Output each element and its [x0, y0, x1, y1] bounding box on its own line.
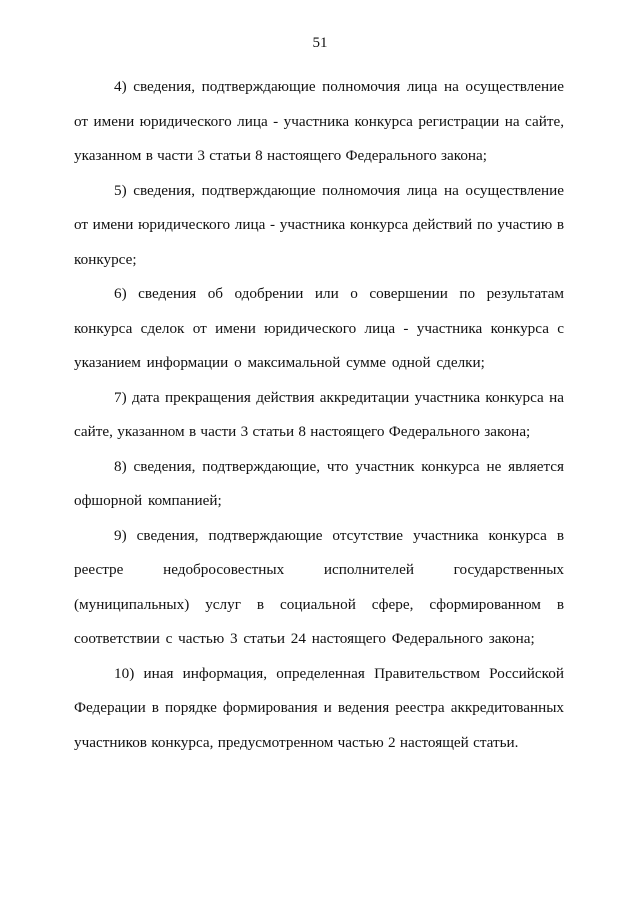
paragraph-item-10: 10) иная информация, определенная Правительством Российской Федерации в порядке формирования и ведения реестра аккредитованных участников конкурса, предусмотренном частью 2 настоящей статьи.: [74, 664, 564, 751]
page-number: 51: [312, 35, 328, 51]
paragraph-item-7: 7) дата прекращения действия аккредитации участника конкурса на сайте, указанном в части 3 статьи 8 настоящего Федерального закона;: [74, 388, 564, 440]
paragraph-item-9: 9) сведения, подтверждающие отсутствие участника конкурса в реестре недобросовестных исполнителей государственных (муниципальных) услуг в социальной сфере, сформированном в соответствии с частью 3 статьи 24 настоящего Федерального закона;: [74, 526, 564, 647]
paragraph-item-5: 5) сведения, подтверждающие полномочия лица на осуществление от имени юридического лица - участника конкурса действий по участию в конкурсе;: [74, 181, 564, 268]
paragraph-item-8: 8) сведения, подтверждающие, что участник конкурса не является офшорной компанией;: [74, 457, 564, 509]
document-body: [74, 70, 564, 760]
paragraph-item-4: 4) сведения, подтверждающие полномочия лица на осуществление от имени юридического лица - участника конкурса регистрации на сайте, указанном в части 3 статьи 8 настоящего Федерального закона;: [74, 78, 564, 164]
paragraph-item-6: 6) сведения об одобрении или о совершении по результатам конкурса сделок от имени юридического лица - участника конкурса с указанием информации о максимальной сумме одной сделки;: [74, 285, 564, 371]
